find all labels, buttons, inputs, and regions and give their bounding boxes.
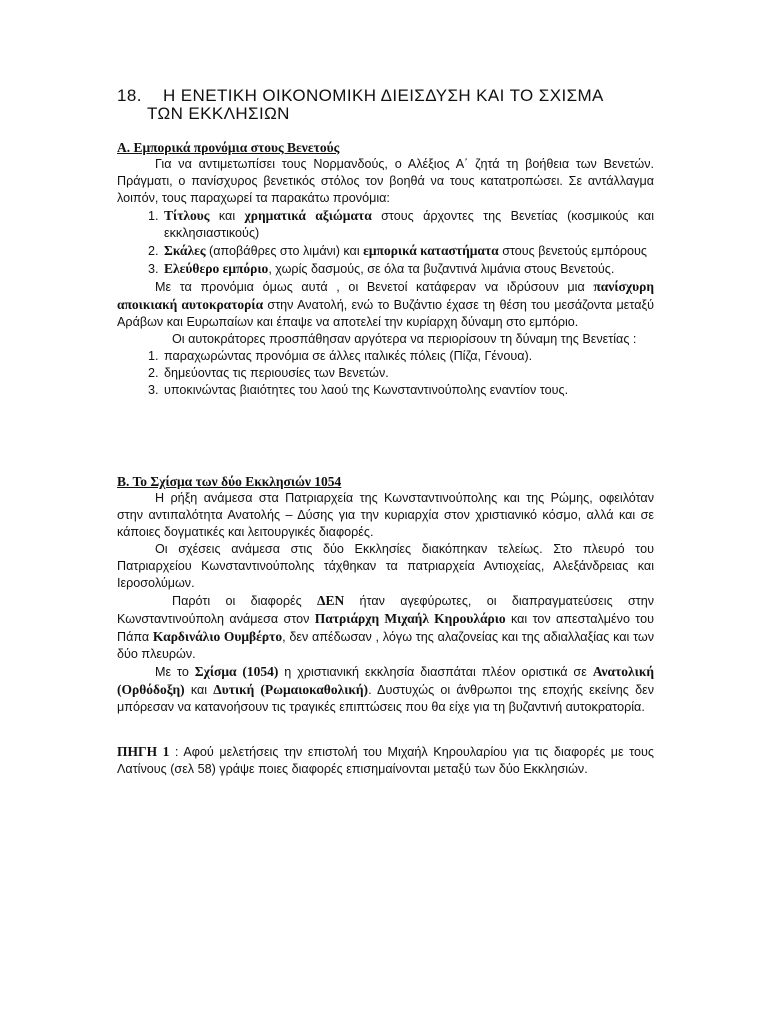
bold-phrase: Πατριάρχη Μιχαήλ Κηρουλάριο bbox=[314, 611, 506, 626]
text-run: και bbox=[184, 683, 214, 697]
privilege-item bbox=[162, 207, 654, 242]
text-run: Παρότι οι διαφορές bbox=[172, 594, 317, 608]
bold-phrase: Καρδινάλιο Ουμβέρτο bbox=[152, 629, 283, 644]
title-line-1: Η ΕΝΕΤΙΚΗ ΟΙΚΟΝΟΜΙΚΗ ΔΙΕΙΣΔΥΣΗ ΚΑΙ ΤΟ ΣΧΙΣΜΑ bbox=[163, 86, 604, 105]
privileges-list bbox=[117, 207, 654, 278]
privilege-bold-term: Ελεύθερο εμπόριο bbox=[164, 261, 269, 276]
privilege-text: (αποβάθρες στο λιμάνι) και bbox=[205, 244, 364, 258]
section-a-paragraph-2 bbox=[117, 278, 654, 331]
section-a-intro: Για να αντιμετωπίσει τους Νορμανδούς, ο Αλέξιος Α΄ ζητά τη βοήθεια των Βενετών. Πράγματι, ο πανίσχυρος βενετικός στόλος τον βοηθά να τους κατατροπώσει. Σε αντάλλαγμα λοιπόν, τους παραχωρεί τα παρακάτω προνόμια: bbox=[117, 157, 654, 205]
measures-list bbox=[117, 348, 654, 399]
source-1 bbox=[117, 743, 654, 778]
privilege-text: στους άρχοντες της Βενετίας (κοσμικούς και εκκλησιαστικούς) bbox=[164, 209, 654, 240]
privilege-bold-term: Σκάλες bbox=[164, 243, 206, 258]
privilege-item bbox=[162, 242, 654, 260]
measure-item: 1. παραχωρώντας προνόμια σε άλλες ιταλικές πόλεις (Πίζα, Γένουα). bbox=[162, 348, 654, 365]
bold-phrase: Δυτική (Ρωμαιοκαθολική) bbox=[213, 682, 369, 697]
measure-item: 3. υποκινώντας βιαιότητες του λαού της Κωνσταντινούπολης εναντίον τους. bbox=[162, 382, 654, 399]
privilege-bold-term: εμπορικά καταστήματα bbox=[363, 243, 499, 258]
text-run: στην Ανατολή, ενώ το Βυζάντιο έχασε τη θέση του μεσάζοντα μεταξύ Αράβων και Ευρωπαίων και έπαψε να αποτελεί την κυρίαρχη δύναμη στο εμπόριο. bbox=[117, 298, 654, 329]
bold-phrase: Σχίσμα (1054) bbox=[194, 664, 279, 679]
privilege-text: και bbox=[209, 209, 245, 223]
privilege-item bbox=[162, 260, 654, 278]
section-a bbox=[117, 139, 654, 399]
source-text: : Αφού μελετήσεις την επιστολή του Μιχαήλ Κηρουλαρίου για τις διαφορές με τους Λατίνους (σελ 58) γράψε ποιες διαφορές επισημαίνονται μεταξύ των δύο Εκκλησιών. bbox=[117, 745, 654, 776]
section-b-paragraph-2: Οι σχέσεις ανάμεσα στις δύο Εκκλησίες διακόπηκαν τελείως. Στο πλευρό του Πατριαρχείου Κωνσταντινούπολης τάχθηκαν τα πατριαρχεία Αντιοχείας, Αλεξάνδρειας και Ιεροσολύμων. bbox=[117, 542, 654, 590]
section-b-heading: Β. Το Σχίσμα των δύο Εκκλησιών 1054 bbox=[117, 474, 342, 489]
bold-phrase: ΔΕΝ bbox=[316, 593, 345, 608]
source-paragraph bbox=[117, 743, 654, 778]
privilege-text: , χωρίς δασμούς, σε όλα τα βυζαντινά λιμάνια στους Βενετούς. bbox=[268, 262, 615, 276]
measure-item: 2. δημεύοντας τις περιουσίες των Βενετών. bbox=[162, 365, 654, 382]
bold-phrase: Ανατολική (Ορθόδοξη) bbox=[117, 664, 655, 697]
chapter-number: 18. bbox=[117, 86, 142, 105]
text-run: Με το bbox=[155, 665, 195, 679]
section-b-paragraph-4 bbox=[117, 663, 654, 716]
text-run: , δεν απέδωσαν , λόγω της αλαζονείας και της αδιαλλαξίας και των δύο πλευρών. bbox=[117, 630, 655, 661]
section-a-paragraph-3: Οι αυτοκράτορες προσπάθησαν αργότερα να περιορίσουν τη δύναμη της Βενετίας : bbox=[172, 332, 637, 346]
text-run: και τον απεσταλμένο του Πάπα bbox=[117, 612, 654, 644]
source-label: ΠΗΓΗ 1 bbox=[117, 744, 170, 759]
section-b-paragraph-3 bbox=[117, 592, 654, 663]
privilege-bold-term: χρηματικά αξιώματα bbox=[244, 208, 372, 223]
text-run: ήταν αγεφύρωτες, οι διαπραγματεύσεις στην Κωνσταντινούπολη ανάμεσα στον bbox=[117, 594, 654, 626]
bold-phrase: πανίσχυρη αποικιακή αυτοκρατορία bbox=[117, 279, 654, 312]
text-run: Με τα προνόμια όμως αυτά , οι Βενετοί κατάφεραν να ιδρύσουν μια bbox=[155, 280, 594, 294]
title-line-2: ΤΩΝ ΕΚΚΛΗΣΙΩΝ bbox=[147, 104, 290, 123]
privilege-text: στους βενετούς εμπόρους bbox=[498, 244, 647, 258]
text-run: . Δυστυχώς οι άνθρωποι της εποχής εκείνης δεν μπόρεσαν να κατανοήσουν τις τραγικές επιπτώσεις που θα είχε για τη βυζαντινή αυτοκρατορία. bbox=[117, 683, 654, 714]
section-b-paragraph-1: Η ρήξη ανάμεσα στα Πατριαρχεία της Κωνσταντινούπολης και της Ρώμης, οφειλόταν στην αντιπαλότητα Ανατολής – Δύσης για την κυριαρχία στον χριστιανικό κόσμο, αλλά και σε κάποιες δογματικές και λειτουργικές διαφορές. bbox=[117, 491, 654, 539]
page-title bbox=[117, 87, 657, 123]
privilege-bold-term: Τίτλους bbox=[164, 208, 210, 223]
text-run: η χριστιανική εκκλησία διασπάται πλέον οριστικά σε bbox=[278, 665, 593, 679]
section-a-heading: Α. Εμπορικά προνόμια στους Βενετούς bbox=[117, 140, 340, 155]
section-b bbox=[117, 473, 654, 716]
